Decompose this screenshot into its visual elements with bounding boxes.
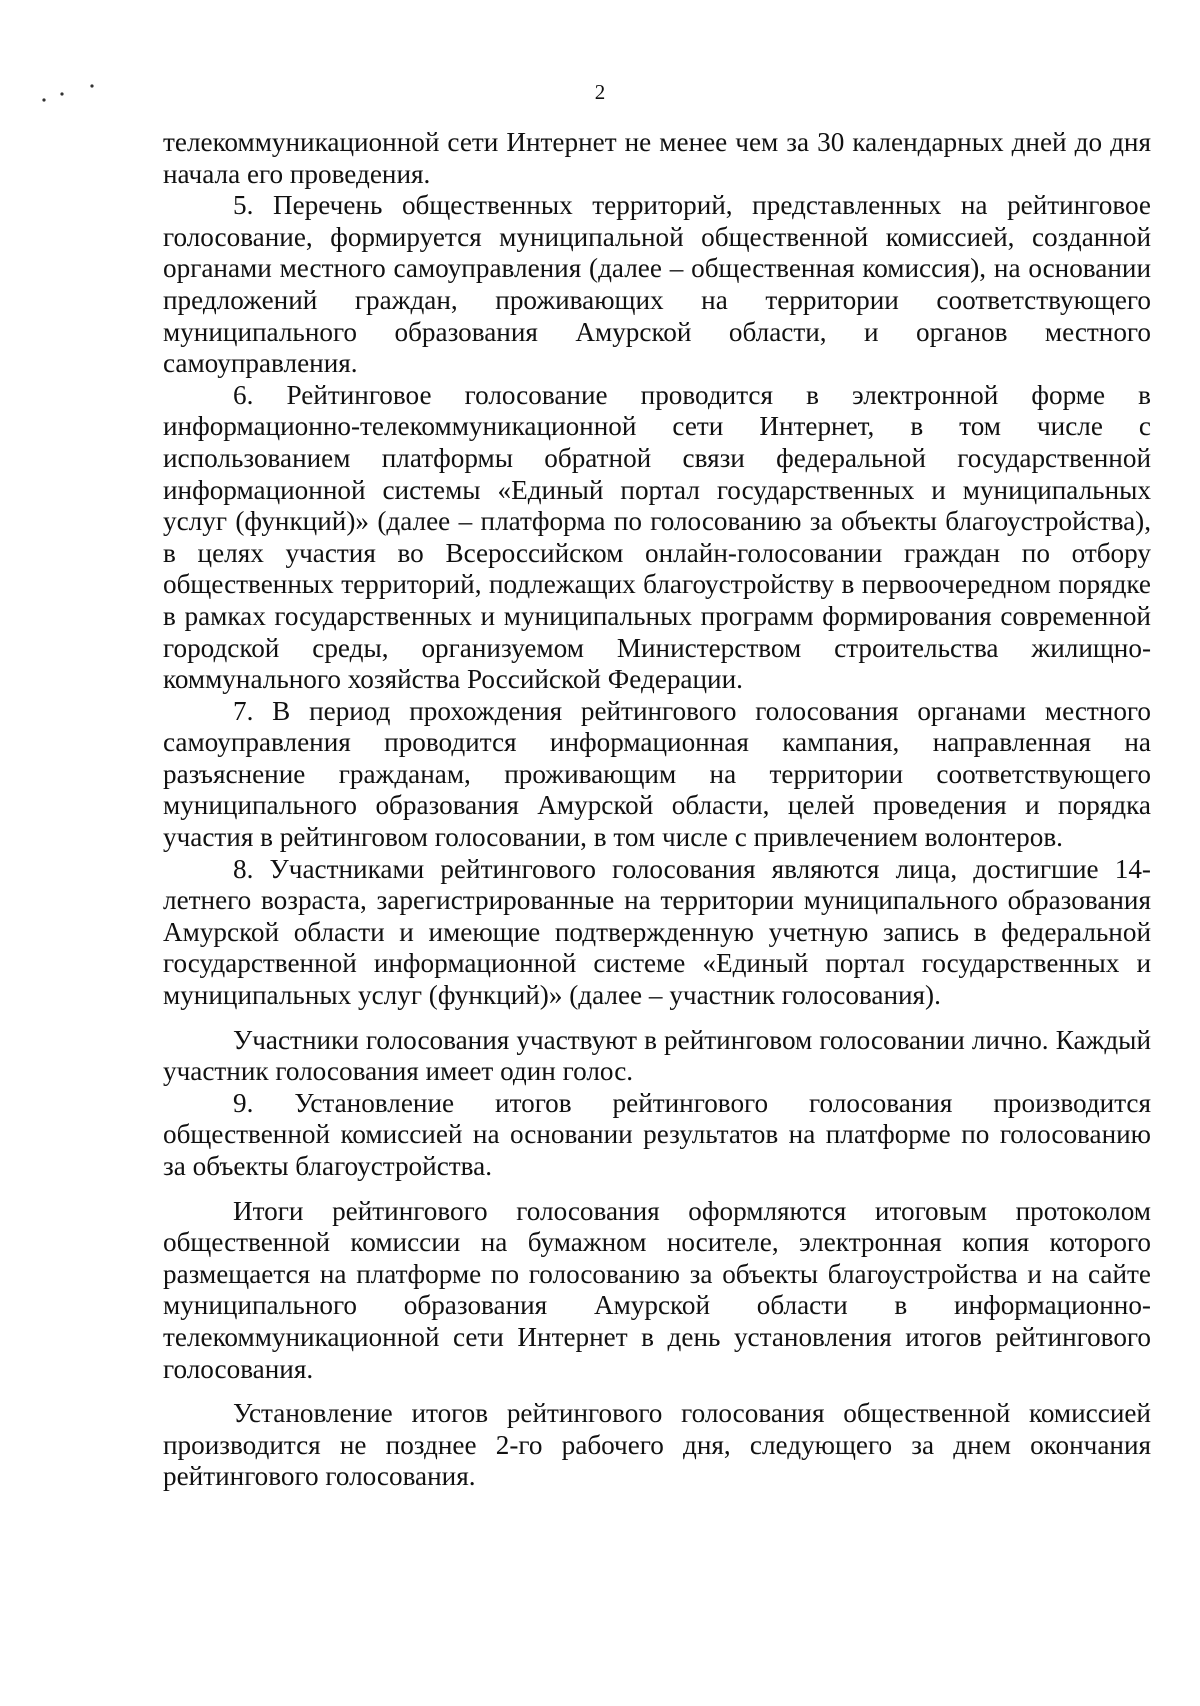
paragraph-item-7: 7. В период прохождения рейтингового голосования органами местного самоуправления проводится информационная кампания, направленная на разъяснение гражданам, проживающим на территории соответствующего муниципального образования Амурской области, целей проведения и порядка участия в рейтинговом голосовании, в том числе с привлечением волонтеров.: [163, 695, 1151, 853]
paragraph-item-5: 5. Перечень общественных территорий, представленных на рейтинговое голосование, формируется муниципальной общественной комиссией, созданной органами местного самоуправления (далее – общественная комиссия), на основании предложений граждан, проживающих на территории соответствующего муниципального образования Амурской области, и органов местного самоуправления.: [163, 190, 1151, 379]
paragraph-results-protocol: Итоги рейтингового голосования оформляются итоговым протоколом общественной комиссии на бумажном носителе, электронная копия которого размещается на платформе по голосованию за объекты благоустройства и на сайте муниципального образования Амурской области в информационно-телекоммуникационной сети Интернет в день установления итогов рейтингового голосования.: [163, 1195, 1151, 1384]
document-body: [163, 127, 1151, 1493]
page-number: 2: [594, 80, 606, 104]
paragraph-participants: Участники голосования участвуют в рейтинговом голосовании лично. Каждый участник голосования имеет один голос.: [163, 1024, 1151, 1087]
paragraph-item-9: 9. Установление итогов рейтингового голосования производится общественной комиссией на основании результатов на платформе по голосованию за объекты благоустройства.: [163, 1087, 1151, 1181]
paragraph-item-8: 8. Участниками рейтингового голосования являются лица, достигшие 14-летнего возраста, зарегистрированные на территории муниципального образования Амурской области и имеющие подтвержденную учетную запись в федеральной государственной информационной системе «Единый портал государственных и муниципальных услуг (функций)» (далее – участник голосования).: [163, 853, 1151, 1011]
paragraph-item-6: 6. Рейтинговое голосование проводится в электронной форме в информационно-телекоммуникационной сети Интернет, в том числе с использованием платформы обратной связи федеральной государственной информационной системы «Единый портал государственных и муниципальных услуг (функций)» (далее – платформа по голосованию за объекты благоустройства), в целях участия во Всероссийском онлайн-голосовании граждан по отбору общественных территорий, подлежащих благоустройству в первоочередном порядке в рамках государственных и муниципальных программ формирования современной городской среды, организуемом Министерством строительства жилищно-коммунального хозяйства Российской Федерации.: [163, 379, 1151, 695]
paragraph-results-deadline: Установление итогов рейтингового голосования общественной комиссией производится не позднее 2-го рабочего дня, следующего за днем окончания рейтингового голосования.: [163, 1398, 1151, 1492]
paragraph-continuation: телекоммуникационной сети Интернет не менее чем за 30 календарных дней до дня начала его проведения.: [163, 127, 1151, 189]
